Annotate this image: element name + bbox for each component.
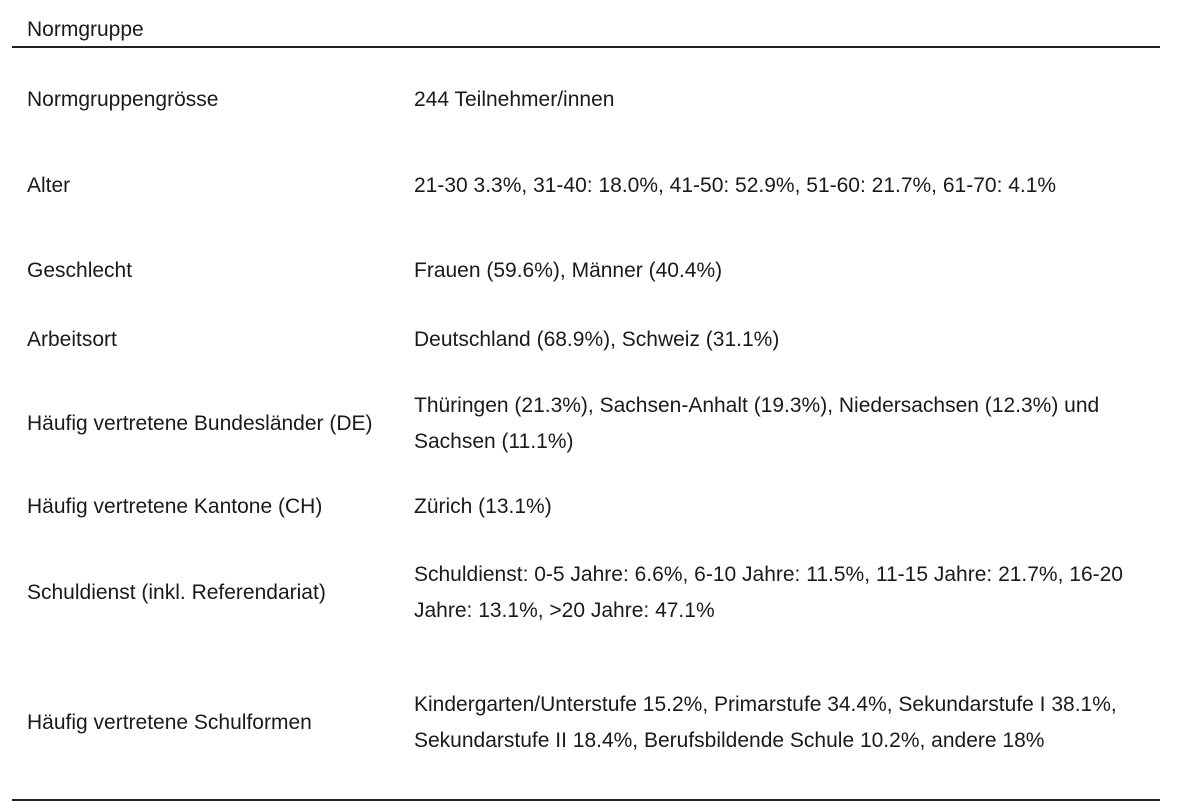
row-value: Kindergarten/Unterstufe 15.2%, Primarstufe 34.4%, Sekundarstufe I 38.1%, Sekundarstufe II 18.4%, Berufsbildende Schule 10.2%, andere 18%: [414, 693, 1117, 752]
row-label: Alter: [27, 174, 71, 197]
row-value: Zürich (13.1%): [414, 495, 552, 518]
row-value: Frauen (59.6%), Männer (40.4%): [414, 259, 723, 282]
table-body: [12, 48, 1160, 801]
row-value: Schuldienst: 0-5 Jahre: 6.6%, 6-10 Jahre: 11.5%, 11-15 Jahre: 21.7%, 16-20 Jahre: 13.1%, >20 Jahre: 47.1%: [414, 563, 1123, 622]
row-value: Deutschland (68.9%), Schweiz (31.1%): [414, 328, 780, 351]
table-header: [12, 0, 1160, 48]
row-label: Geschlecht: [27, 259, 133, 282]
row-value: 21-30 3.3%, 31-40: 18.0%, 41-50: 52.9%, 51-60: 21.7%, 61-70: 4.1%: [414, 174, 1057, 197]
table-row-group-size: [12, 63, 1160, 137]
table-header-label: Normgruppe: [27, 17, 144, 41]
row-label: Häufig vertretene Bundesländer (DE): [27, 412, 373, 435]
table-row-workplace: [12, 307, 1160, 373]
row-label: Häufig vertretene Schulformen: [27, 711, 312, 734]
row-label: Häufig vertretene Kantone (CH): [27, 495, 323, 518]
table-row-school-service: [12, 539, 1160, 647]
table-row-age: [12, 137, 1160, 235]
row-value: Thüringen (21.3%), Sachsen-Anhalt (19.3%), Niedersachsen (12.3%) und Sachsen (11.1%): [414, 394, 1100, 453]
row-label: Arbeitsort: [27, 328, 117, 351]
row-label: Normgruppengrösse: [27, 88, 219, 111]
table-row-school-types: [12, 647, 1160, 799]
norm-group-table: [12, 0, 1160, 801]
table-row-gender: [12, 235, 1160, 307]
table-row-cantons: [12, 475, 1160, 539]
table-row-states: [12, 373, 1160, 475]
row-label: Schuldienst (inkl. Referendariat): [27, 581, 326, 604]
row-value: 244 Teilnehmer/innen: [414, 88, 615, 111]
